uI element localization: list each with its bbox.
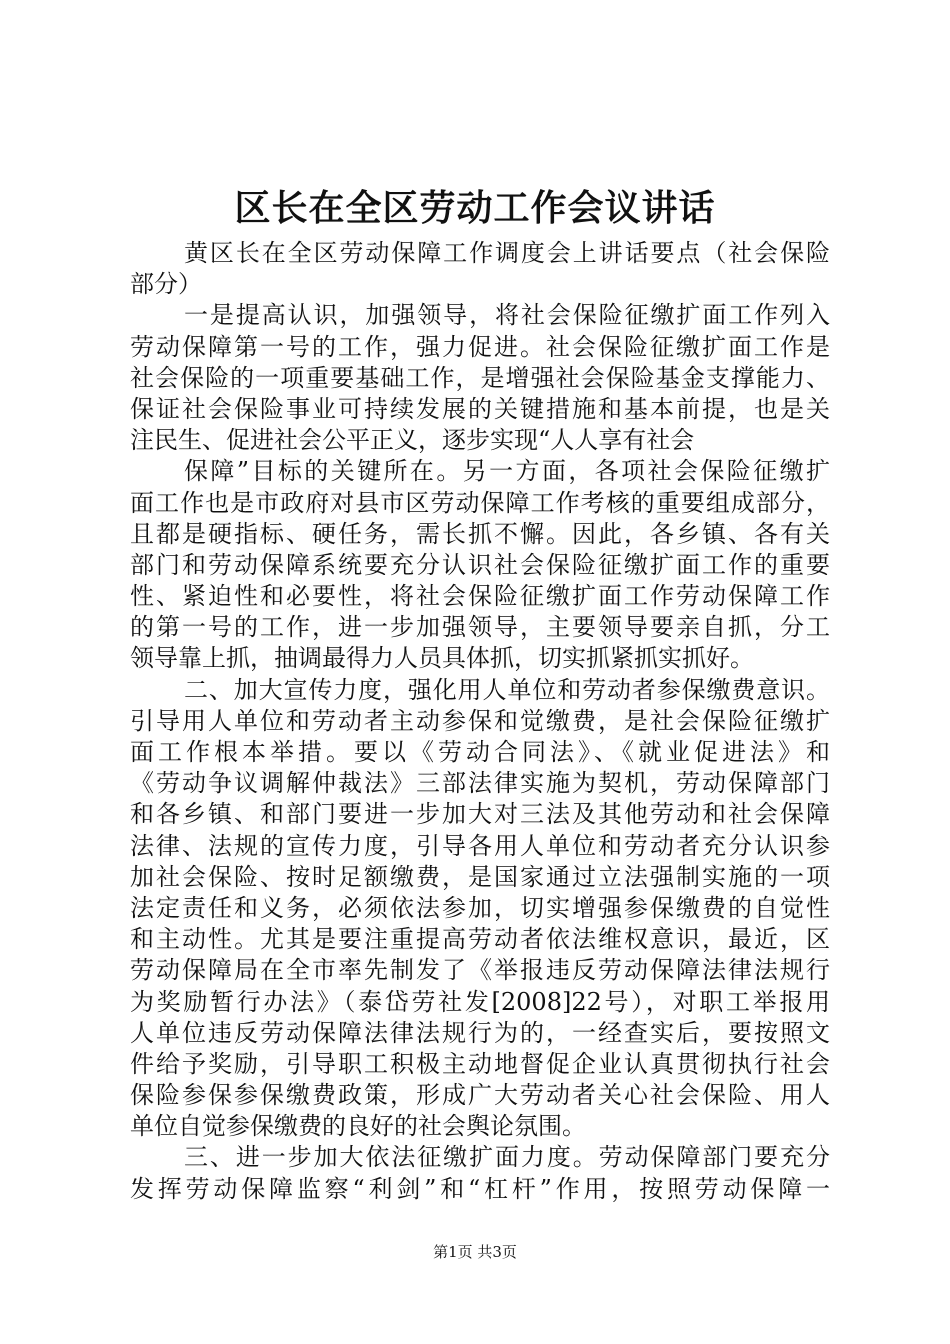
text-line: 单位自觉参保缴费的良好的社会舆论氛围。 — [130, 1112, 586, 1141]
text-line: 《劳动争议调解仲裁法》三部法律实施为契机，劳动保障部门 — [130, 769, 830, 798]
text-line: 加社会保险、按时足额缴费，是国家通过立法强制实施的一项 — [130, 862, 830, 891]
page-footer: 第1页 共3页 — [433, 1243, 517, 1261]
document-title: 区长在全区劳动工作会议讲话 — [234, 187, 716, 229]
text-line: 注民生、促进社会公平正义，逐步实现“人人享有社会 — [130, 426, 695, 455]
text-line: 件给予奖励，引导职工积极主动地督促企业认真贯彻执行社会 — [130, 1049, 830, 1078]
text-line: 为奖励暂行办法》（泰岱劳社发[2008]22号），对职工举报用 — [130, 987, 830, 1016]
text-line: 部分） — [130, 270, 202, 299]
text-line: 劳动保障第一号的工作，强力促进。社会保险征缴扩面工作是 — [130, 332, 830, 361]
text-line: 三、进一步加大依法征缴扩面力度。劳动保障部门要充分 — [184, 1143, 830, 1172]
text-line: 面工作也是市政府对县市区劳动保障工作考核的重要组成部分， — [130, 488, 830, 517]
text-line: 社会保险的一项重要基础工作，是增强社会保险基金支撑能力、 — [130, 363, 830, 392]
text-line: 保险参保参保缴费政策，形成广大劳动者关心社会保险、用人 — [130, 1081, 830, 1110]
text-line: 二、加大宣传力度，强化用人单位和劳动者参保缴费意识。 — [184, 675, 830, 704]
text-line: 的第一号的工作，进一步加强领导，主要领导要亲自抓，分工 — [130, 613, 830, 642]
text-line: 和主动性。尤其是要注重提高劳动者依法维权意识，最近，区 — [130, 925, 830, 954]
text-line: 且都是硬指标、硬任务，需长抓不懈。因此，各乡镇、各有关 — [130, 519, 830, 548]
text-line: 法律、法规的宣传力度，引导各用人单位和劳动者充分认识参 — [130, 831, 830, 860]
text-line: 领导靠上抓，抽调最得力人员具体抓，切实抓紧抓实抓好。 — [130, 644, 754, 673]
text-line: 引导用人单位和劳动者主动参保和觉缴费，是社会保险征缴扩 — [130, 706, 830, 735]
text-line: 性、紧迫性和必要性，将社会保险征缴扩面工作劳动保障工作 — [130, 582, 830, 611]
text-line: 面工作根本举措。要以《劳动合同法》、《就业促进法》和 — [130, 738, 830, 766]
text-line: 和各乡镇、和部门要进一步加大对三法及其他劳动和社会保障 — [130, 800, 830, 829]
text-line: 法定责任和义务，必须依法参加，切实增强参保缴费的自觉性 — [130, 893, 830, 922]
text-line: 黄区长在全区劳动保障工作调度会上讲话要点（社会保险 — [184, 239, 830, 267]
text-line: 保证社会保险事业可持续发展的关键措施和基本前提，也是关 — [130, 394, 830, 423]
text-line: 一是提高认识，加强领导，将社会保险征缴扩面工作列入 — [184, 301, 830, 330]
text-line: 部门和劳动保障系统要充分认识社会保险征缴扩面工作的重要 — [130, 550, 830, 579]
document-body — [130, 238, 830, 1205]
text-line: 人单位违反劳动保障法律法规行为的，一经查实后，要按照文 — [130, 1018, 830, 1047]
text-line: 发挥劳动保障监察“利剑”和“杠杆”作用，按照劳动保障一 — [130, 1174, 830, 1203]
text-line: 劳动保障局在全市率先制发了《举报违反劳动保障法律法规行 — [130, 956, 830, 985]
text-line: 保障”目标的关键所在。另一方面，各项社会保险征缴扩 — [184, 457, 830, 486]
